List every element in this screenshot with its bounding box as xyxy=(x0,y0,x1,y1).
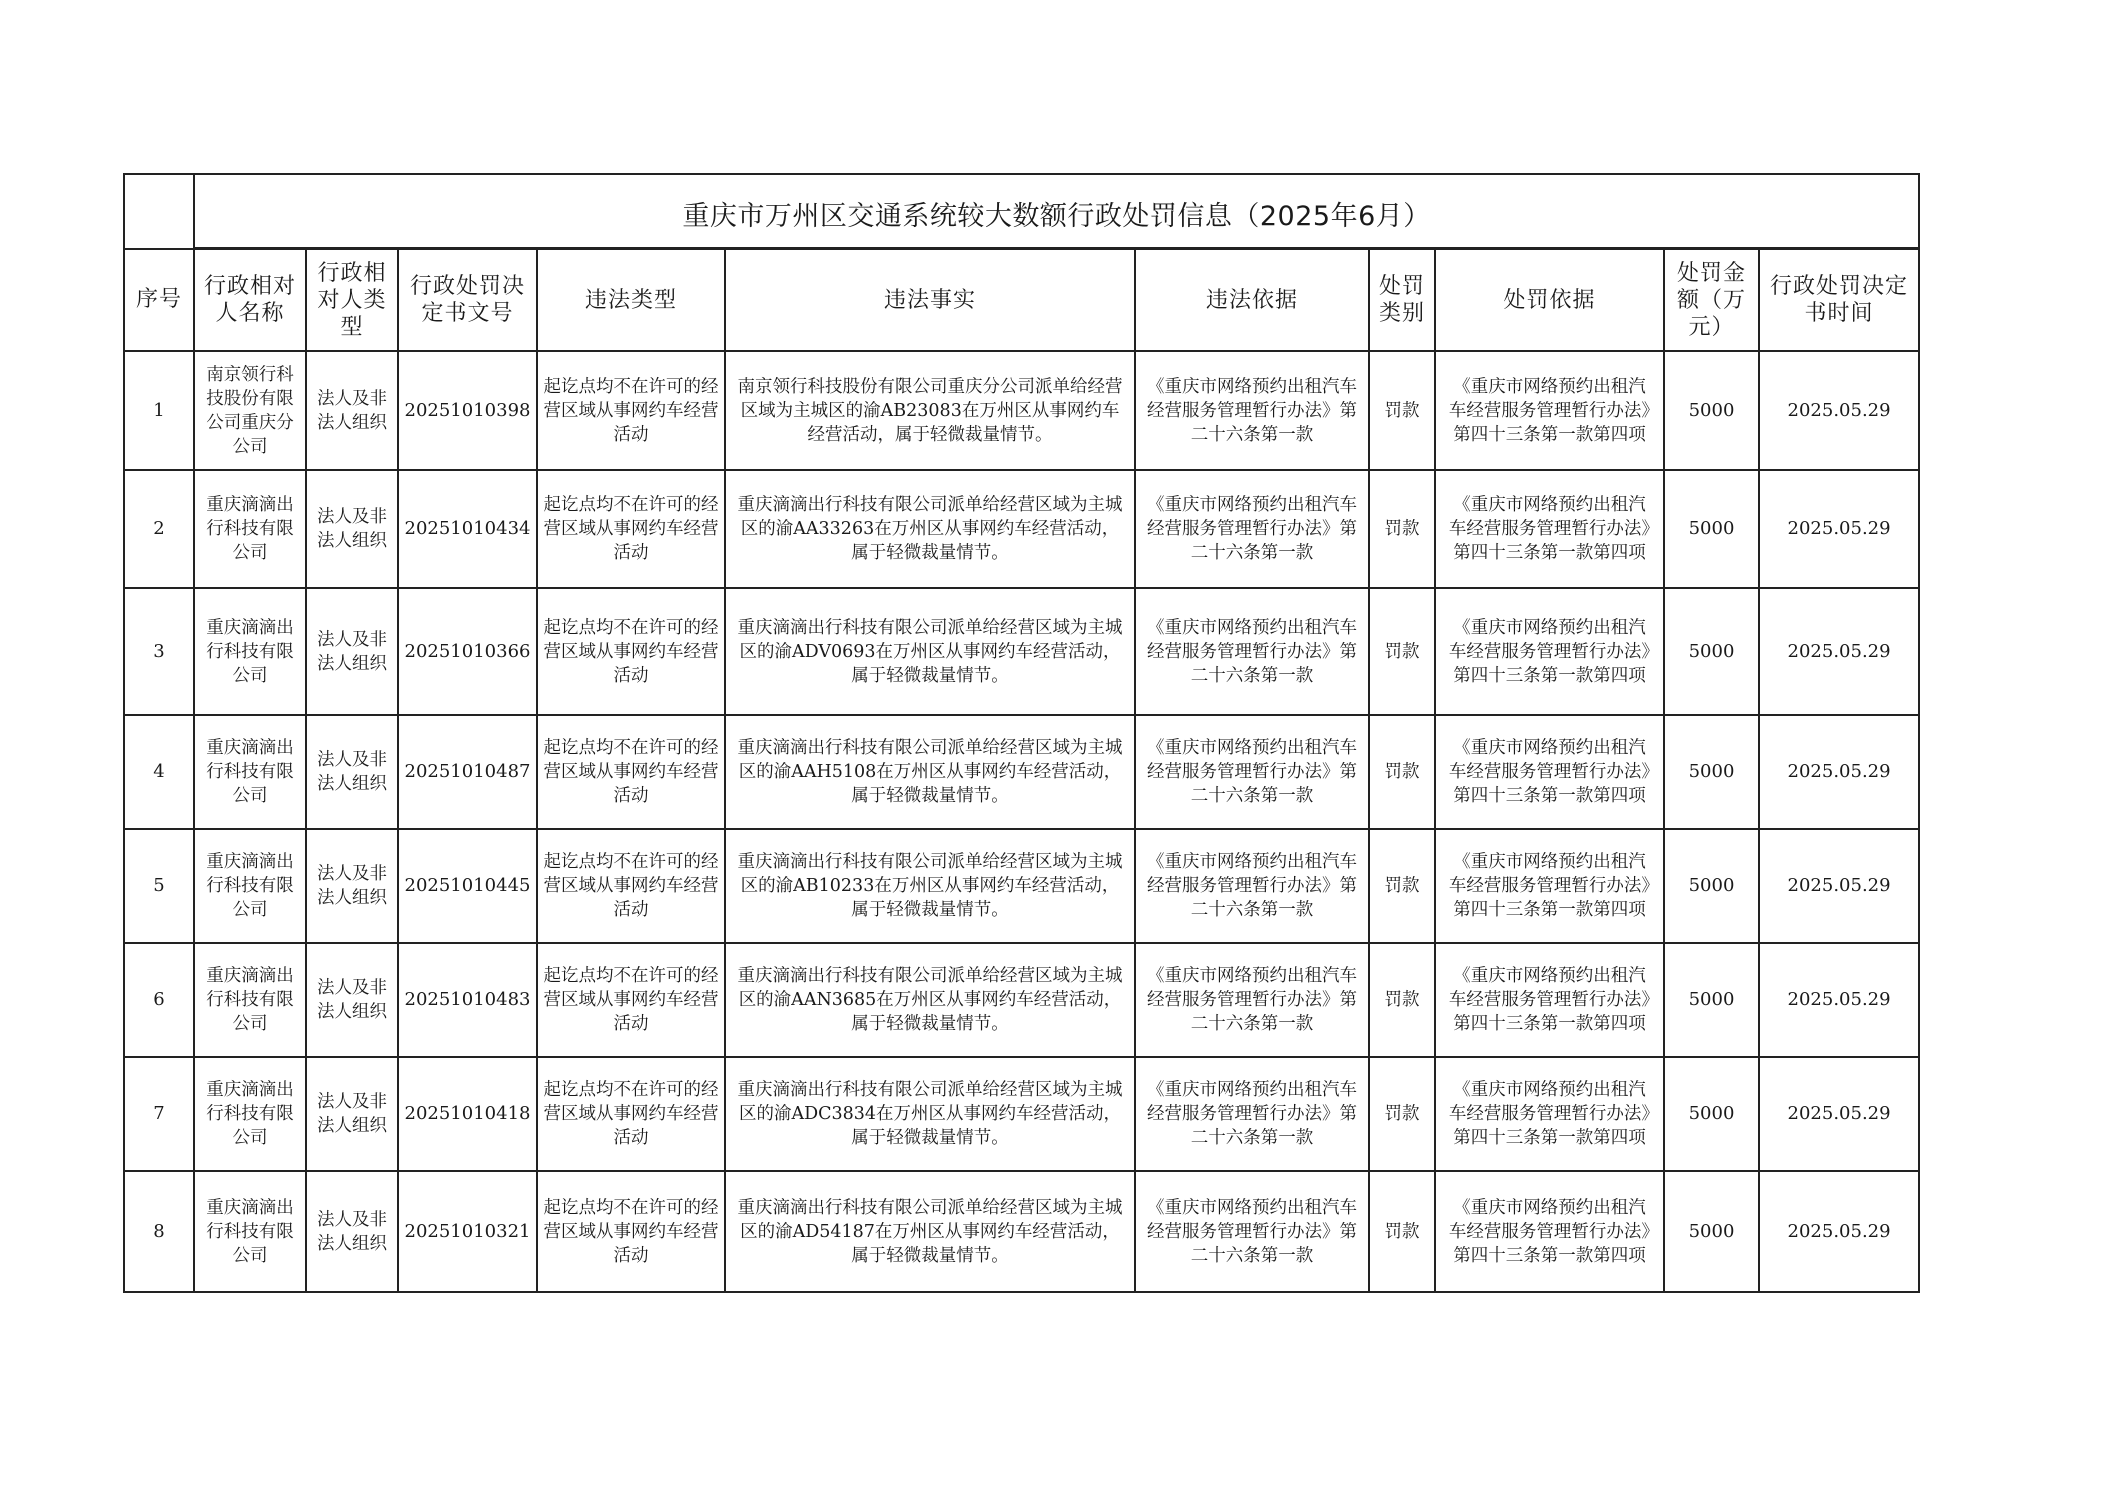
cell-violation-basis: 《重庆市网络预约出租汽车经营服务管理暂行办法》第二十六条第一款 xyxy=(1135,470,1369,588)
cell-violation-type: 起讫点均不在许可的经营区域从事网约车经营活动 xyxy=(537,351,725,470)
cell-violation-basis: 《重庆市网络预约出租汽车经营服务管理暂行办法》第二十六条第一款 xyxy=(1135,829,1369,943)
cell-penalty-type: 罚款 xyxy=(1369,943,1435,1057)
table-row xyxy=(124,1057,1919,1171)
cell-penalty-type: 罚款 xyxy=(1369,715,1435,829)
header-violation-type: 违法类型 xyxy=(537,249,725,352)
header-seq: 序号 xyxy=(124,249,194,352)
header-party-type: 行政相对人类型 xyxy=(306,249,398,352)
cell-violation-basis: 《重庆市网络预约出租汽车经营服务管理暂行办法》第二十六条第一款 xyxy=(1135,943,1369,1057)
cell-doc-no: 20251010483 xyxy=(398,943,537,1057)
penalty-table xyxy=(123,173,1920,1293)
cell-party-type: 法人及非法人组织 xyxy=(306,351,398,470)
header-party-name: 行政相对人名称 xyxy=(194,249,306,352)
cell-amount: 5000 xyxy=(1664,1171,1759,1292)
cell-violation-fact: 重庆滴滴出行科技有限公司派单给经营区域为主城区的渝AAN3685在万州区从事网约车经营活动，属于轻微裁量情节。 xyxy=(725,943,1135,1057)
cell-party-name: 重庆滴滴出行科技有限公司 xyxy=(194,588,306,715)
cell-amount: 5000 xyxy=(1664,588,1759,715)
cell-decision-date: 2025.05.29 xyxy=(1759,715,1919,829)
cell-violation-type: 起讫点均不在许可的经营区域从事网约车经营活动 xyxy=(537,1057,725,1171)
cell-penalty-basis: 《重庆市网络预约出租汽车经营服务管理暂行办法》第四十三条第一款第四项 xyxy=(1435,1171,1664,1292)
table-row xyxy=(124,351,1919,470)
cell-doc-no: 20251010321 xyxy=(398,1171,537,1292)
cell-seq: 5 xyxy=(124,829,194,943)
cell-penalty-basis: 《重庆市网络预约出租汽车经营服务管理暂行办法》第四十三条第一款第四项 xyxy=(1435,588,1664,715)
cell-penalty-type: 罚款 xyxy=(1369,351,1435,470)
cell-violation-type: 起讫点均不在许可的经营区域从事网约车经营活动 xyxy=(537,715,725,829)
cell-violation-fact: 重庆滴滴出行科技有限公司派单给经营区域为主城区的渝AA33263在万州区从事网约车经营活动，属于轻微裁量情节。 xyxy=(725,470,1135,588)
header-amount: 处罚金额（万元） xyxy=(1664,249,1759,352)
cell-penalty-basis: 《重庆市网络预约出租汽车经营服务管理暂行办法》第四十三条第一款第四项 xyxy=(1435,829,1664,943)
cell-party-name: 重庆滴滴出行科技有限公司 xyxy=(194,1057,306,1171)
cell-doc-no: 20251010487 xyxy=(398,715,537,829)
cell-party-type: 法人及非法人组织 xyxy=(306,1171,398,1292)
cell-party-name: 重庆滴滴出行科技有限公司 xyxy=(194,1171,306,1292)
cell-penalty-type: 罚款 xyxy=(1369,829,1435,943)
cell-amount: 5000 xyxy=(1664,470,1759,588)
cell-party-type: 法人及非法人组织 xyxy=(306,1057,398,1171)
cell-penalty-type: 罚款 xyxy=(1369,1057,1435,1171)
cell-doc-no: 20251010445 xyxy=(398,829,537,943)
cell-penalty-type: 罚款 xyxy=(1369,1171,1435,1292)
cell-penalty-type: 罚款 xyxy=(1369,470,1435,588)
header-violation-basis: 违法依据 xyxy=(1135,249,1369,352)
header-row xyxy=(124,249,1919,352)
cell-amount: 5000 xyxy=(1664,943,1759,1057)
cell-party-type: 法人及非法人组织 xyxy=(306,470,398,588)
cell-decision-date: 2025.05.29 xyxy=(1759,351,1919,470)
cell-seq: 2 xyxy=(124,470,194,588)
cell-violation-fact: 重庆滴滴出行科技有限公司派单给经营区域为主城区的渝ADV0693在万州区从事网约车经营活动，属于轻微裁量情节。 xyxy=(725,588,1135,715)
penalty-document xyxy=(123,173,1918,1293)
cell-decision-date: 2025.05.29 xyxy=(1759,943,1919,1057)
cell-party-type: 法人及非法人组织 xyxy=(306,943,398,1057)
header-violation-fact: 违法事实 xyxy=(725,249,1135,352)
cell-violation-basis: 《重庆市网络预约出租汽车经营服务管理暂行办法》第二十六条第一款 xyxy=(1135,588,1369,715)
cell-penalty-basis: 《重庆市网络预约出租汽车经营服务管理暂行办法》第四十三条第一款第四项 xyxy=(1435,715,1664,829)
cell-seq: 7 xyxy=(124,1057,194,1171)
cell-party-name: 重庆滴滴出行科技有限公司 xyxy=(194,829,306,943)
cell-penalty-type: 罚款 xyxy=(1369,588,1435,715)
table-row xyxy=(124,1171,1919,1292)
cell-penalty-basis: 《重庆市网络预约出租汽车经营服务管理暂行办法》第四十三条第一款第四项 xyxy=(1435,470,1664,588)
cell-violation-type: 起讫点均不在许可的经营区域从事网约车经营活动 xyxy=(537,943,725,1057)
header-penalty-basis: 处罚依据 xyxy=(1435,249,1664,352)
cell-decision-date: 2025.05.29 xyxy=(1759,588,1919,715)
cell-violation-fact: 重庆滴滴出行科技有限公司派单给经营区域为主城区的渝AB10233在万州区从事网约车经营活动，属于轻微裁量情节。 xyxy=(725,829,1135,943)
cell-amount: 5000 xyxy=(1664,715,1759,829)
table-title: 重庆市万州区交通系统较大数额行政处罚信息（2025年6月） xyxy=(194,174,1919,249)
cell-seq: 4 xyxy=(124,715,194,829)
header-decision-date: 行政处罚决定书时间 xyxy=(1759,249,1919,352)
table-row xyxy=(124,470,1919,588)
cell-amount: 5000 xyxy=(1664,829,1759,943)
cell-violation-fact: 重庆滴滴出行科技有限公司派单给经营区域为主城区的渝AAH5108在万州区从事网约车经营活动，属于轻微裁量情节。 xyxy=(725,715,1135,829)
cell-decision-date: 2025.05.29 xyxy=(1759,470,1919,588)
cell-decision-date: 2025.05.29 xyxy=(1759,829,1919,943)
cell-violation-type: 起讫点均不在许可的经营区域从事网约车经营活动 xyxy=(537,829,725,943)
cell-party-type: 法人及非法人组织 xyxy=(306,715,398,829)
cell-decision-date: 2025.05.29 xyxy=(1759,1171,1919,1292)
cell-decision-date: 2025.05.29 xyxy=(1759,1057,1919,1171)
cell-party-type: 法人及非法人组织 xyxy=(306,829,398,943)
title-row xyxy=(124,174,1919,249)
cell-violation-type: 起讫点均不在许可的经营区域从事网约车经营活动 xyxy=(537,470,725,588)
title-corner-cell xyxy=(124,174,194,249)
cell-party-name: 重庆滴滴出行科技有限公司 xyxy=(194,715,306,829)
table-row xyxy=(124,943,1919,1057)
cell-doc-no: 20251010434 xyxy=(398,470,537,588)
cell-party-name: 南京领行科技股份有限公司重庆分公司 xyxy=(194,351,306,470)
cell-violation-fact: 重庆滴滴出行科技有限公司派单给经营区域为主城区的渝ADC3834在万州区从事网约车经营活动，属于轻微裁量情节。 xyxy=(725,1057,1135,1171)
header-penalty-type: 处罚类别 xyxy=(1369,249,1435,352)
cell-seq: 6 xyxy=(124,943,194,1057)
cell-violation-fact: 重庆滴滴出行科技有限公司派单给经营区域为主城区的渝AD54187在万州区从事网约车经营活动，属于轻微裁量情节。 xyxy=(725,1171,1135,1292)
cell-violation-type: 起讫点均不在许可的经营区域从事网约车经营活动 xyxy=(537,1171,725,1292)
table-row xyxy=(124,829,1919,943)
cell-amount: 5000 xyxy=(1664,1057,1759,1171)
cell-penalty-basis: 《重庆市网络预约出租汽车经营服务管理暂行办法》第四十三条第一款第四项 xyxy=(1435,351,1664,470)
cell-violation-basis: 《重庆市网络预约出租汽车经营服务管理暂行办法》第二十六条第一款 xyxy=(1135,1057,1369,1171)
cell-party-name: 重庆滴滴出行科技有限公司 xyxy=(194,470,306,588)
cell-violation-basis: 《重庆市网络预约出租汽车经营服务管理暂行办法》第二十六条第一款 xyxy=(1135,1171,1369,1292)
cell-violation-basis: 《重庆市网络预约出租汽车经营服务管理暂行办法》第二十六条第一款 xyxy=(1135,715,1369,829)
cell-penalty-basis: 《重庆市网络预约出租汽车经营服务管理暂行办法》第四十三条第一款第四项 xyxy=(1435,1057,1664,1171)
cell-doc-no: 20251010366 xyxy=(398,588,537,715)
cell-violation-fact: 南京领行科技股份有限公司重庆分公司派单给经营区域为主城区的渝AB23083在万州区从事网约车经营活动，属于轻微裁量情节。 xyxy=(725,351,1135,470)
cell-amount: 5000 xyxy=(1664,351,1759,470)
cell-penalty-basis: 《重庆市网络预约出租汽车经营服务管理暂行办法》第四十三条第一款第四项 xyxy=(1435,943,1664,1057)
cell-violation-type: 起讫点均不在许可的经营区域从事网约车经营活动 xyxy=(537,588,725,715)
header-doc-no: 行政处罚决定书文号 xyxy=(398,249,537,352)
table-row xyxy=(124,588,1919,715)
cell-seq: 8 xyxy=(124,1171,194,1292)
cell-doc-no: 20251010418 xyxy=(398,1057,537,1171)
cell-party-type: 法人及非法人组织 xyxy=(306,588,398,715)
cell-seq: 1 xyxy=(124,351,194,470)
cell-seq: 3 xyxy=(124,588,194,715)
cell-doc-no: 20251010398 xyxy=(398,351,537,470)
cell-party-name: 重庆滴滴出行科技有限公司 xyxy=(194,943,306,1057)
table-row xyxy=(124,715,1919,829)
cell-violation-basis: 《重庆市网络预约出租汽车经营服务管理暂行办法》第二十六条第一款 xyxy=(1135,351,1369,470)
